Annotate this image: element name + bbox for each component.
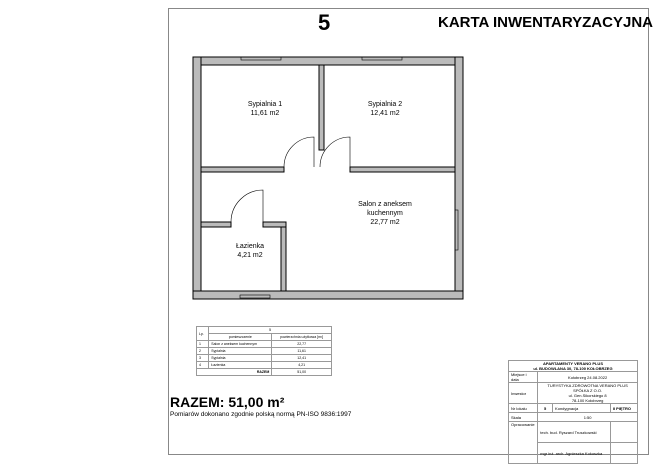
room-label-living: Salon z aneksem kuchennym 22,77 m2 <box>358 201 412 226</box>
norm-note: Pomiarów dokonano zgodnie polską normą PN-ISO 9836:1997 <box>170 411 352 418</box>
unit-number: 5 <box>318 10 331 35</box>
room-label-bedroom-2: Sypialnia 2 12,41 m2 <box>367 101 403 117</box>
table-row: 2 Sypialnia 11,61 <box>197 348 332 355</box>
room-label-bathroom: Łazienka 4,21 m2 <box>235 243 265 259</box>
table-row: 3 Sypialnia 12,41 <box>197 355 332 362</box>
table-row: 4 Łazienka 4,21 <box>197 362 332 369</box>
table-row: 1 Salon z aneksem kuchennym 22,77 <box>197 341 332 348</box>
page-title: KARTA INWENTARYZACYJNA <box>438 14 653 31</box>
total-area: RAZEM: 51,00 m² <box>170 394 285 410</box>
area-table: Lp. 5 pomieszczenie powierzchnia użytkowa [m²] 1 Salon z aneksem kuchennym 22,77 2 Sypialnia 11,61 3 Sypialnia 12,41 4 Łazienka 4,21 RAZEM 51,00 <box>196 326 332 376</box>
room-label-bedroom-1: Sypialnia 1 11,61 m2 <box>247 101 283 117</box>
title-block: APARTAMENTY VERANO PLUS ul. BUDOWLANA 30, 78-100 KOŁOBRZEG Miejsce i data Kołobrzeg 24.08.2022 Inwestor TURYSTYKA ZDROWOTNA VERANO PLUS SPÓŁKA Z O.O. ul. Gen.Sikorskiego 8 78-100 Kołobrzeg Nr lokalu 5 Kondygnacja II PIĘTRO Skala 1:50 Opracowanie tech. bud. Ryszard Truszkowski mgr inż. arch. Agnieszka Kokoszka <box>508 360 638 464</box>
